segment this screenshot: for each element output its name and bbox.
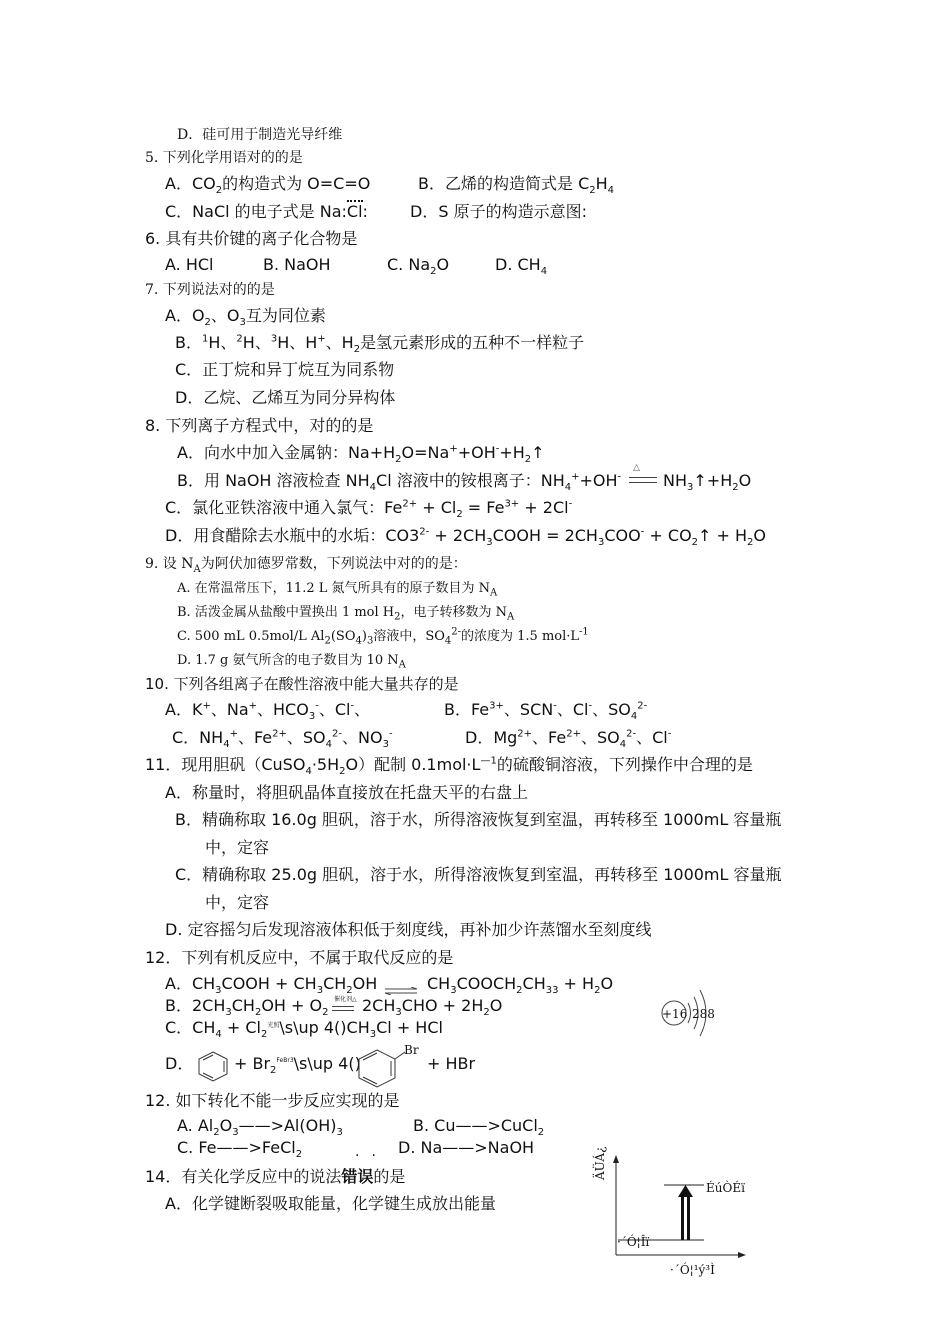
q9-option-a: A. 在常温常压下，11.2 L 氮气所具有的原子数目为 $N_A$ bbox=[177, 581, 498, 599]
q8-stem: 8. 下列离子方程式中，对的的是 bbox=[145, 416, 374, 435]
q7-option-b: B．$^1$H、$^2$H、$^3$H、H+、$H_2$是氢元素形成的五种不一样粒子 bbox=[175, 333, 585, 356]
products-label: ÉúÒÉï bbox=[706, 1181, 745, 1195]
chlorine-electron-dots: Cl bbox=[346, 202, 363, 221]
q11-stem: 11．现用胆矾$(CuSO_4\cdot 5H_2O)$配制 $0.1mol\cdot L^{—1}$的硫酸铜溶液，下列操作中合理的是 bbox=[145, 755, 753, 778]
q5-option-c: C．NaCl 的电子式是 Na:Cl: bbox=[165, 202, 368, 221]
reversible-arrow-icon bbox=[383, 980, 419, 985]
q12a-option-b-product: $2CH_3CHO + 2H_2O$ bbox=[362, 996, 503, 1019]
q12a-option-d-reagent: + $Br_2^{FeBr3}\backslash s\backslash up$ 4() bbox=[234, 1054, 361, 1077]
q9-option-b: B. 活泼金属从盐酸中置换出 1 mol $H_2$，电子转移数为 $N_A$ bbox=[177, 605, 515, 623]
q11-option-c-line1: C．精确称取 25.0g 胆矾，溶于水，所得溶液恢复到室温，再转移至 1000mL 容量瓶 bbox=[175, 865, 782, 884]
q14-option-a: A．化学键断裂吸取能量，化学键生成放出能量 bbox=[165, 1194, 496, 1213]
q12a-option-d-product: + HBr bbox=[427, 1054, 476, 1073]
q7-option-d: D．乙烷、乙烯互为同分异构体 bbox=[175, 388, 396, 407]
q12b-option-a: A. $Al_2O_3——>Al(OH)_3$ bbox=[177, 1116, 343, 1139]
q8-option-a: A．向水中加入金属钠：$Na+H_2O=Na^++OH^-+H_2↑$ bbox=[177, 443, 545, 466]
light-condition: 光照 bbox=[267, 1022, 280, 1029]
q6-option-b: B. NaOH bbox=[263, 255, 331, 274]
q12a-option-b: B．$2CH_3CH_2OH + O_2$ bbox=[165, 996, 329, 1019]
q8-option-b-product: $NH_3↑+H_2O$ bbox=[663, 471, 752, 494]
q12a-option-a-product: $CH_3COOCH_2CH_{33} + H_2O$ bbox=[427, 974, 614, 997]
q6-option-d: D. $CH_4$ bbox=[495, 255, 548, 278]
q6-option-c: C. $Na_2O$ bbox=[387, 255, 450, 278]
q5-option-a: A．$CO_2$的构造式为 O=C=O bbox=[165, 174, 371, 197]
q9-stem: 9. 设 $N_A$为阿伏加德罗常数，下列说法中对的的是： bbox=[145, 556, 467, 575]
q12b-stem: 12. 如下转化不能一步反应实现的是 bbox=[145, 1091, 400, 1110]
q11-option-d: D. 定容摇匀后发现溶液体积低于刻度线，再补加少许蒸馏水至刻度线 bbox=[165, 920, 652, 939]
q5-option-b: B．乙烯的构造简式是 $C_2H_4$ bbox=[418, 174, 615, 197]
q10-option-c: C．$NH_4^+$、$Fe^{2+}$、$SO_4^{2-}$、$NO_3^-$ bbox=[172, 728, 393, 751]
reactants-label: ·´Ó¦Îï bbox=[617, 1235, 650, 1249]
q11-option-b-line2: 中，定容 bbox=[205, 838, 270, 857]
q12a-option-a: A．$CH_3COOH + CH_3CH_2OH$ bbox=[165, 974, 378, 997]
equals-sign bbox=[332, 1006, 354, 1011]
q9-option-d: D. 1.7 g 氨气所含的电子数目为 10 $N_A$ bbox=[177, 653, 406, 671]
q12b-option-b: B. Cu——>CuCl$_2$ bbox=[413, 1116, 545, 1139]
benzene-ring-icon bbox=[196, 1050, 230, 1086]
q10-option-d: D．$Mg^{2+}$、$Fe^{2+}$、$SO_4^{2-}$、Cl- bbox=[465, 728, 672, 751]
q11-option-c-line2: 中，定容 bbox=[205, 893, 270, 912]
q9-option-c: C. 500 mL 0.5mol/L $Al_2(SO_4)_3$溶液中，$SO_4^{2-}$的浓度为 1.5 $mol\cdot L^{-1}$ bbox=[177, 626, 589, 647]
catalyst-condition: 催化剂△ bbox=[334, 996, 357, 1003]
q8-option-d: D．用食醋除去水瓶中的水垢：$CO3^{2-}$ + $2CH_3COOH = 2CH_3COO^-$ + $CO_2↑ + H_2O$ bbox=[165, 526, 767, 549]
q6-option-a: A. HCl bbox=[165, 255, 214, 274]
emphasis-dots: ·· bbox=[355, 1148, 388, 1164]
bromine-label: Br bbox=[404, 1043, 419, 1057]
q10-stem: 10. 下列各组离子在酸性溶液中能大量共存的是 bbox=[145, 675, 459, 693]
q12a-option-c: C．$CH_4$ + $Cl_2^{光照}\backslash s\backslash up$ $4()CH_3Cl$ + HCl bbox=[165, 1018, 443, 1041]
q12a-option-d-label: D． bbox=[165, 1054, 194, 1073]
q12b-option-d: D. Na——>NaOH bbox=[398, 1138, 535, 1157]
q5-stem: 5. 下列化学用语对的的是 bbox=[145, 150, 303, 166]
atom-nucleus-label: +16 bbox=[662, 1007, 688, 1021]
q4-option-d: D．硅可用于制造光导纤维 bbox=[177, 127, 343, 143]
fe-catalyst-condition: FeBr3 bbox=[276, 1057, 294, 1064]
q6-stem: 6. 具有共价键的离子化合物是 bbox=[145, 229, 358, 248]
q11-option-a: A．称量时，将胆矾晶体直接放在托盘天平的右盘上 bbox=[165, 783, 528, 802]
q8-option-c: C．氯化亚铁溶液中通入氯气：$Fe^{2+} + Cl_2 = Fe^{3+} + 2Cl^-$ bbox=[165, 498, 573, 521]
q14-stem: 14．有关化学反应中的说法错误的是 bbox=[145, 1167, 406, 1186]
chart-x-axis-label: ·´Ó¦¹ý³Ì bbox=[670, 1263, 715, 1277]
q10-option-b: B．$Fe^{3+}$、SCN-、Cl-、$SO_4^{2-}$ bbox=[444, 700, 648, 723]
q8-option-b: B．用 NaOH 溶液检查 $NH_4Cl$ 溶液中的铵根离子：$NH_4^++OH^-$ bbox=[177, 471, 622, 494]
q10-option-a: A．K+、Na+、$HCO_3^-$、Cl-、 bbox=[165, 700, 371, 723]
atom-shell-electrons: 288 bbox=[692, 1007, 715, 1021]
heat-triangle: △ bbox=[633, 463, 640, 473]
q7-stem: 7. 下列说法对的的是 bbox=[145, 282, 275, 298]
equals-sign bbox=[629, 477, 657, 483]
q12a-stem: 12．下列有机反应中，不属于取代反应的是 bbox=[145, 948, 454, 967]
q12b-option-c: C. Fe——>FeCl$_2$ bbox=[177, 1138, 303, 1161]
q11-option-b-line1: B．精确称取 16.0g 胆矾，溶于水，所得溶液恢复到室温，再转移至 1000mL 容量瓶 bbox=[175, 810, 782, 829]
q7-option-a: A．$O_2$、$O_3$互为同位素 bbox=[165, 306, 326, 329]
chart-y-axis-label: ÄÜÁ¿ bbox=[593, 1146, 607, 1180]
q5-option-d: D．S 原子的构造示意图: bbox=[410, 202, 587, 221]
q7-option-c: C．正丁烷和异丁烷互为同系物 bbox=[175, 360, 395, 379]
